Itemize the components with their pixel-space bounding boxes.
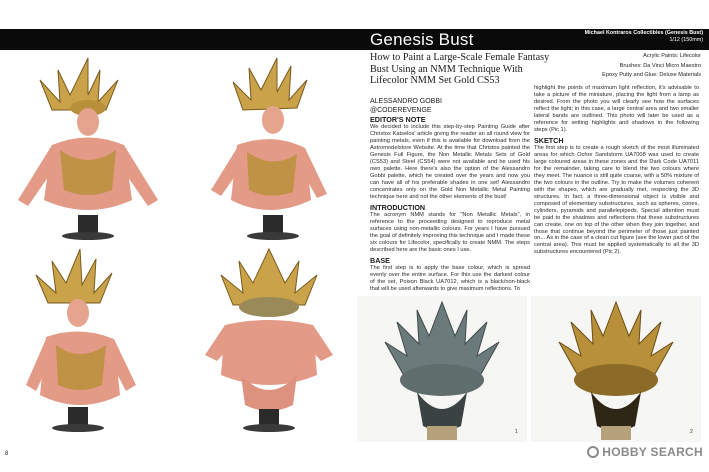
editors-note-body: We decided to include this step-by-step Painting Guide after Christos Katselos' article giving the reader an all round view for painting metals, even if this is available for download from the Astromodelstore Website. At the time that Christos painted the Genesis Full Figure, the Non Metallic Metals Sets of Gold (CS53) and Steel (CS54) were not available and he used his own palette. Here there's also the option of the Alessandro Gobbi palette, which he created over the years and now you can have all of his preferable shades in one set! Alessandro concentrates only on the Gold Non Metallic Metal Painting technique here and not the other elements of the bust! <box>370 124 530 200</box>
page-title: Genesis Bust <box>370 30 474 49</box>
face-shape <box>77 108 99 136</box>
pic-number-1: 1 <box>515 429 518 435</box>
crown-shape <box>36 249 112 303</box>
author-handle: @CODEREVENGE <box>370 106 432 114</box>
putty-spec: Epoxy Putty and Glue: Deluxe Materials <box>602 72 701 79</box>
face-shape <box>262 106 284 134</box>
product-meta <box>585 30 703 44</box>
bust-photo-grid <box>0 50 354 440</box>
crown-shape <box>40 58 118 116</box>
product-name: Michael Kontraros Collectibles (Genesis Bust) <box>584 30 703 36</box>
bust-photo-side <box>177 50 354 245</box>
step-photo-1 <box>357 296 527 442</box>
base-body: The first step is to apply the base colour, which is spread evenly over the entire surface. For this use the darkest colour of the set, Poison Black UA7012, which is a black/non-black that will be used afterwards to give maximum reflections. To <box>370 265 530 293</box>
base-continued-body: highlight the points of maximum light reflection, it's advisable to take a picture of the miniature, placing the light from a lamp as desired. From the photo you will clearly see how the surfaces reflect the light; in this case, a large central area and two smaller lateral bands are outlined. This photo will later be used as a reference for setting highlights and shadows in the following steps (Pic 1). <box>534 85 699 133</box>
introduction-heading: INTRODUCTION <box>370 202 426 212</box>
back-shape <box>221 320 317 385</box>
article-subtitle: How to Paint a Large-Scale Female Fantasy Bust Using an NMM Technique With Lifecolor NMM Set Gold CS53 <box>370 52 550 87</box>
editors-note-heading: EDITOR'S NOTE <box>370 115 426 124</box>
sketch-heading: SKETCH <box>534 135 564 145</box>
introduction-body: The acronym NMM stands for "Non Metallic Metals", in reference to the proceeding designed to reproduce metal surfaces using non-metallic colours. For years I have pursued the goal of definitely improving this technique and I made these six colours for Lifecolor, specifically to create NMM. The steps described here are the basic ones I use. <box>370 212 530 254</box>
header-bar <box>0 29 709 50</box>
brushes-spec: Brushes: Da Vinci Micro Maestro <box>619 62 701 69</box>
bust-photo-three-quarter <box>0 245 177 440</box>
product-scale: 1/12 (150mm) <box>669 37 703 43</box>
pic-number-2: 2 <box>690 429 693 435</box>
author-name: ALESSANDRO GOBBI <box>370 98 442 105</box>
crown-shape <box>221 249 317 305</box>
hobby-search-logo-icon <box>587 446 599 458</box>
text-column-right <box>534 85 699 256</box>
sculpt-stand <box>427 426 457 440</box>
plinth-shape <box>68 407 88 425</box>
crown-shape <box>233 58 307 110</box>
bust-photo-front <box>0 50 177 245</box>
paints-spec: Acrylic Paints: Lifecolor <box>643 53 701 59</box>
text-column-left <box>370 113 530 293</box>
bust-photo-back <box>177 245 354 440</box>
step-photo-2 <box>531 296 701 442</box>
plinth-shape <box>259 409 279 425</box>
watermark <box>587 445 703 459</box>
plinth-shape <box>78 215 98 233</box>
base-heading: BASE <box>370 256 390 266</box>
plinth-shape <box>263 215 283 233</box>
watermark-text: HOBBY SEARCH <box>602 445 703 459</box>
sketch-body: The first step is to create a rough sketch of the most illuminated areas for which Ochre Sandstorm UA7008 was used to create large coloured areas in these zones and the Dark Code UA7011 for the remainder, taking care to blend the two colours where they meet. The nuance is still quite coarse, with a 50% mixture of the two colours in the outline. Try to make the volumes coherent with the shapes, which are gradually met, respecting the 3D structures. In fact, a three-dimensional object is visible and composed of elementary substructures, such as spheres, cones, cylinders, pyramids and parallelepipeds. Special attention must be paid to the shadows and reflections that these substructures can create, one on top of the other when they join together, and those that continue beyond the perimeter of those just painted on... As in the case of a clean cut figure (see the lower part of the central area). This must be applied systematically to all the 3D substructures encountered (Pic 2). <box>534 145 699 256</box>
page-number: 8 <box>5 451 9 457</box>
sculpt-stand <box>601 426 631 440</box>
face-shape <box>67 299 89 327</box>
materials-list <box>602 52 701 81</box>
